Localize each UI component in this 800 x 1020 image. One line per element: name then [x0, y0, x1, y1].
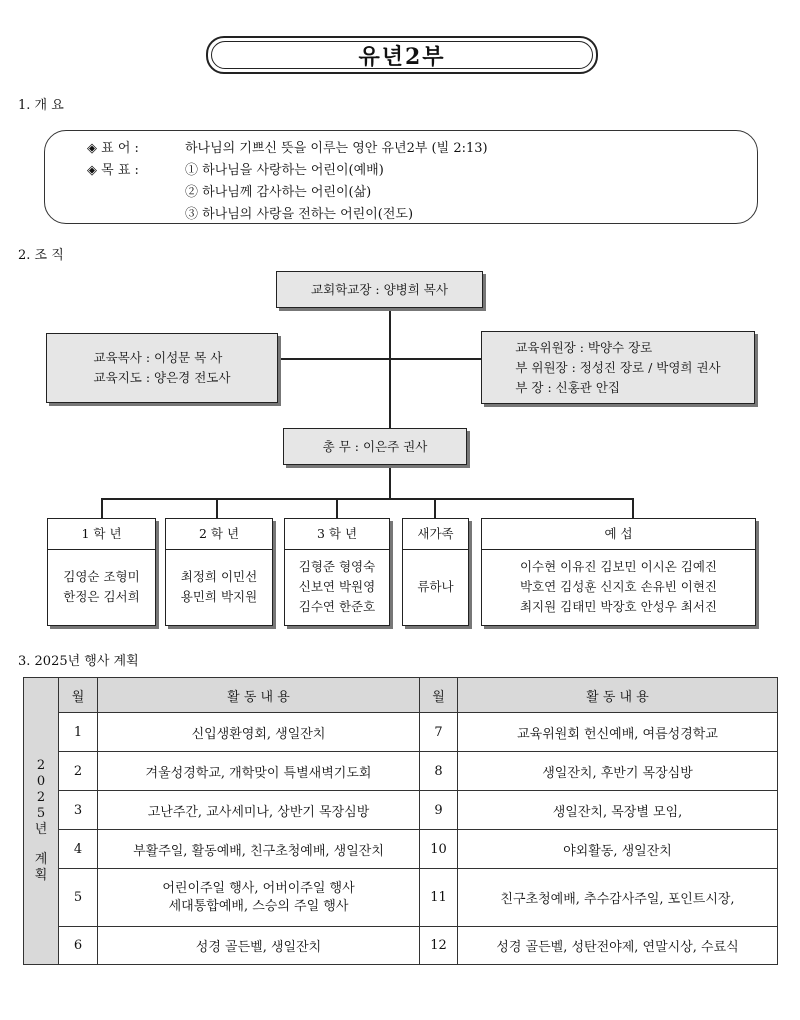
- grade2-members: 용민희 박지원: [180, 589, 258, 604]
- org-vertical-line: [389, 306, 391, 498]
- org-drop-line: [216, 498, 218, 518]
- education-pastor-box: [46, 333, 278, 403]
- activity-cell: 생일잔치, 후반기 목장심방: [458, 752, 778, 791]
- org-drop-line: [632, 498, 634, 518]
- education-pastor: 교육목사 : 이성문 목 사: [93, 350, 223, 365]
- committee-vice-chair: 부 위원장 : 정성진 장로 / 박영희 권사: [515, 359, 721, 375]
- kindergarten-members: 최지원 김태민 박장호 안성우 최서진: [519, 599, 718, 614]
- org-drop-line: [101, 498, 103, 518]
- grade1-members: 한정은 김서희: [63, 589, 140, 604]
- activity-cell: 교육위원회 헌신예배, 여름성경학교: [458, 713, 778, 752]
- goal-item: ① 하나님을 사랑하는 어린이(예배): [185, 163, 384, 178]
- kindergarten-head: 예 섭: [482, 519, 755, 550]
- new-family-members: 류하나: [417, 579, 454, 594]
- activity-cell: 신입생환영회, 생일잔치: [98, 713, 420, 752]
- new-family-head: 새가족: [403, 519, 468, 550]
- activity-cell: 생일잔치, 목장별 모임,: [458, 791, 778, 830]
- activity-header: 활 동 내 용: [458, 678, 778, 713]
- org-branch-line: [101, 498, 633, 500]
- committee-box: [481, 331, 755, 404]
- month-header: 월: [59, 678, 98, 713]
- grade3-members: 신보연 박원영: [298, 579, 376, 594]
- grade1-members: 김영순 조형미: [63, 569, 140, 584]
- goal-item: ③ 하나님의 사랑을 전하는 어린이(전도): [185, 207, 414, 222]
- table-row: [24, 927, 778, 965]
- grade2-members: 최정희 이민선: [180, 569, 258, 584]
- table-row: [24, 713, 778, 752]
- grade3-members: 김형준 형영숙: [298, 559, 376, 574]
- grade2-box: [165, 518, 273, 626]
- section-overview-heading: 1. 개 요: [18, 98, 64, 113]
- month-cell: 6: [59, 927, 98, 965]
- general-secretary-box: [283, 428, 467, 465]
- org-drop-line: [336, 498, 338, 518]
- principal-text: 교회학교장 : 양병희 목사: [311, 281, 448, 297]
- committee-chair: 교육위원장 : 박양수 장로: [515, 339, 653, 355]
- month-cell: 10: [420, 830, 458, 869]
- page-title-frame: [206, 36, 598, 74]
- activity-cell: 성경 골든벨, 성탄전야제, 연말시상, 수료식: [458, 927, 778, 965]
- table-row: [24, 830, 778, 869]
- grade3-box: [284, 518, 390, 626]
- general-secretary-text: 총 무 : 이은주 권사: [322, 438, 428, 454]
- month-header: 월: [420, 678, 458, 713]
- kindergarten-members: 박호연 김성훈 신지호 손유빈 이현진: [519, 579, 718, 594]
- grade3-members: 김수연 한준호: [298, 599, 376, 614]
- table-header-row: [24, 678, 778, 713]
- month-cell: 1: [59, 713, 98, 752]
- table-row: [24, 752, 778, 791]
- org-horizontal-line: [276, 358, 482, 360]
- month-cell: 11: [420, 869, 458, 927]
- month-cell: 5: [59, 869, 98, 927]
- department-head: 부 장 : 신홍관 안집: [515, 379, 620, 395]
- goal-item: ② 하나님께 감사하는 어린이(삶): [185, 185, 372, 200]
- activity-cell: 겨울성경학교, 개학맞이 특별새벽기도회: [98, 752, 420, 791]
- principal-box: [276, 271, 483, 308]
- section-org-heading: 2. 조 직: [18, 248, 64, 263]
- activity-header: 활 동 내 용: [98, 678, 420, 713]
- activity-cell: 성경 골든벨, 생일잔치: [98, 927, 420, 965]
- overview-box: [44, 130, 758, 224]
- table-row: [24, 869, 778, 927]
- motto-text: 하나님의 기쁘신 뜻을 이루는 영안 유년2부 (빌 2:13): [185, 141, 488, 156]
- activity-cell: 친구초청예배, 추수감사주일, 포인트시장,: [458, 869, 778, 927]
- motto-label: ◈ 표 어 :: [87, 141, 139, 156]
- page-title: 유년2부: [358, 43, 446, 70]
- activity-cell: 야외활동, 생일잔치: [458, 830, 778, 869]
- month-cell: 7: [420, 713, 458, 752]
- month-cell: 8: [420, 752, 458, 791]
- month-cell: 12: [420, 927, 458, 965]
- kindergarten-members: 이수현 이유진 김보민 이시온 김예진: [519, 559, 718, 574]
- grade1-head: 1 학 년: [48, 519, 155, 550]
- new-family-box: [402, 518, 469, 626]
- section-plan-heading: 3. 2025년 행사 계획: [18, 654, 139, 669]
- grade3-head: 3 학 년: [285, 519, 389, 550]
- plan-table: [23, 677, 778, 965]
- goals-label: ◈ 목 표 :: [87, 163, 139, 178]
- kindergarten-box: [481, 518, 756, 626]
- plan-side-label: 2 0 2 5 년 계 획: [24, 678, 59, 965]
- education-director: 교육지도 : 양은경 전도사: [93, 370, 231, 385]
- table-row: [24, 791, 778, 830]
- month-cell: 2: [59, 752, 98, 791]
- grade2-head: 2 학 년: [166, 519, 272, 550]
- month-cell: 9: [420, 791, 458, 830]
- activity-cell: 어린이주일 행사, 어버이주일 행사 세대통합예배, 스승의 주일 행사: [98, 869, 420, 927]
- month-cell: 4: [59, 830, 98, 869]
- org-drop-line: [434, 498, 436, 518]
- grade1-box: [47, 518, 156, 626]
- month-cell: 3: [59, 791, 98, 830]
- activity-cell: 고난주간, 교사세미나, 상반기 목장심방: [98, 791, 420, 830]
- activity-cell: 부활주일, 활동예배, 친구초청예배, 생일잔치: [98, 830, 420, 869]
